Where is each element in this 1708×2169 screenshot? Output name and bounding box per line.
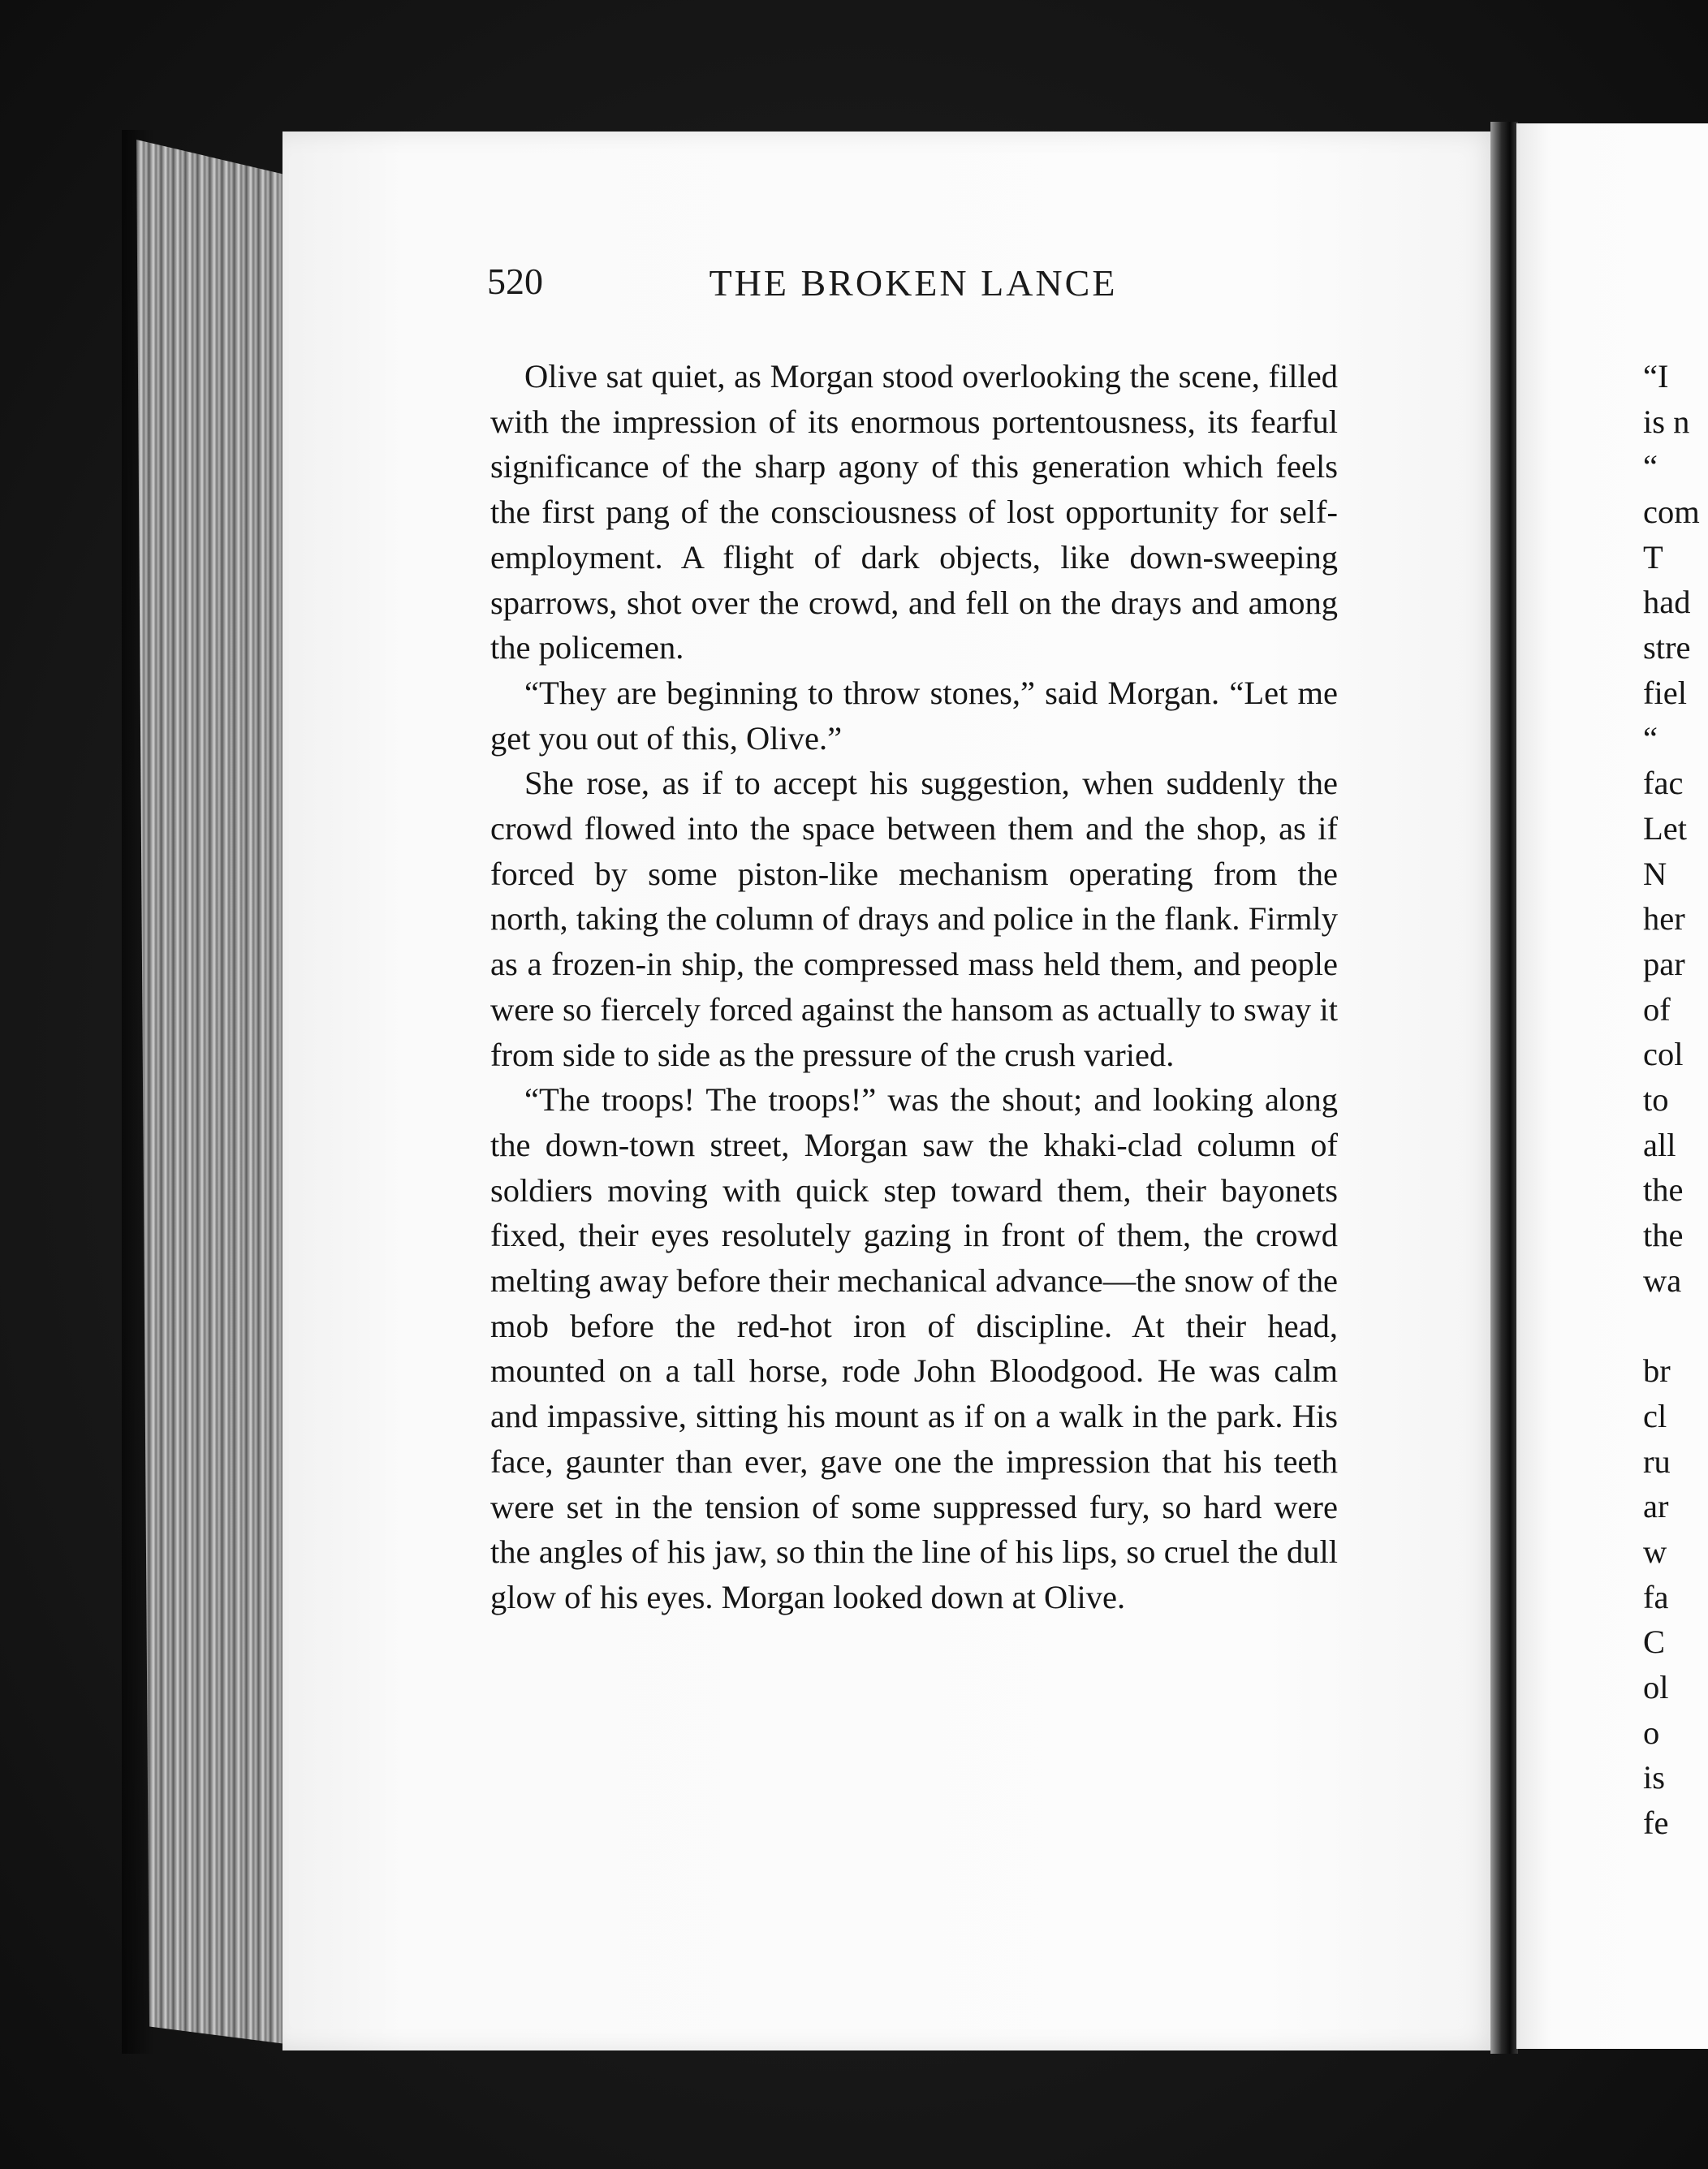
right-page-line-fragment: stre [1643, 629, 1691, 666]
book-page-edges [136, 140, 299, 2046]
right-page-line-fragment: ol [1643, 1668, 1669, 1705]
right-page-line-fragment: fiel [1643, 674, 1687, 711]
paragraph: Olive sat quiet, as Morgan stood overlooking the scene, filled with the impression of its enormous portentousness, its fearful significance of the sharp agony of this generation which feels the first pang of the consciousness of lost opportunity for self-employment. A flight of dark objects, like down-sweeping sparrows, shot over the crowd, and fell on the drays and among the policemen. [490, 358, 1338, 666]
right-page-line-fragment: ar [1643, 1488, 1669, 1525]
right-page-line-fragment: is [1643, 1759, 1666, 1796]
running-head: THE BROKEN LANCE [709, 262, 1118, 304]
right-page-line-fragment: br [1643, 1352, 1671, 1390]
right-page-line-fragment: of [1643, 990, 1671, 1028]
right-page-line-fragment: par [1643, 945, 1685, 982]
right-page-line-fragment: ru [1643, 1442, 1671, 1480]
paragraph: “The troops! The troops!” was the shout; and looking along the down-town street, Morgan saw the khaki-clad column of soldiers moving with quick step toward them, their bayonets fixed, their eyes resolutely gazing in front of them, the crowd melting away before their mechanical advance—the snow of the mob before the red-hot iron of discipline. At their head, mounted on a tall horse, rode John Bloodgood. He was calm and impassive, sitting his mount as if on a walk in the park. His face, gaunter than ever, gave one the impression that his teeth were set in the tension of some suppressed fury, so hard were the angles of his jaw, so thin the line of his lips, so cruel the dull glow of his eyes. Morgan looked down at Olive. [490, 1081, 1338, 1615]
right-page-line-fragment: o [1643, 1714, 1660, 1751]
right-page-line-fragment: wa [1643, 1261, 1682, 1299]
right-page-line-fragment: fe [1643, 1805, 1669, 1841]
right-page-line-fragment: the [1643, 1217, 1684, 1254]
right-page-line-fragment: the [1643, 1171, 1684, 1209]
right-page-line-fragment: C [1643, 1624, 1666, 1661]
right-page-line-fragment: T [1643, 538, 1663, 576]
right-page-line-fragment: is n [1643, 403, 1690, 440]
right-page-line-fragment: all [1643, 1126, 1676, 1163]
right-page-line-fragment: Let [1643, 809, 1687, 847]
right-page-line-fragment [1643, 1303, 1708, 1348]
right-page-line-fragment: “ [1643, 719, 1658, 757]
right-page-line-fragment: “I [1643, 358, 1669, 395]
right-page-line-fragment: had [1643, 584, 1691, 621]
right-page-line-fragment: to [1643, 1081, 1669, 1118]
right-page-line-fragment: col [1643, 1036, 1684, 1073]
right-page-line-fragment: w [1643, 1533, 1667, 1570]
right-page-line-fragment: “ [1643, 448, 1658, 485]
right-page-line-fragment: cl [1643, 1397, 1667, 1434]
paragraph: “They are beginning to throw stones,” said Morgan. “Let me get you out of this, Olive.” [490, 674, 1338, 757]
right-page-text-fragments [1643, 354, 1708, 1846]
book-gutter [1490, 122, 1518, 2054]
body-text [490, 354, 1338, 1620]
right-page-line-fragment: com [1643, 494, 1700, 531]
right-page-line-fragment: N [1643, 855, 1667, 892]
right-page-line-fragment: fac [1643, 765, 1684, 802]
right-page-line-fragment: her [1643, 900, 1685, 938]
page-number: 520 [487, 261, 543, 302]
right-page-line-fragment: fa [1643, 1578, 1669, 1615]
paragraph: She rose, as if to accept his suggestion, when suddenly the crowd flowed into the space between them and the shop, as if forced by some piston-like mechanism operating from the north, taking the column of drays and police in the flank. Firmly as a frozen-in ship, the compressed mass held them, and people were so fiercely forced against the hansom as actually to sway it from side to side as the pressure of the crush varied. [490, 765, 1338, 1073]
